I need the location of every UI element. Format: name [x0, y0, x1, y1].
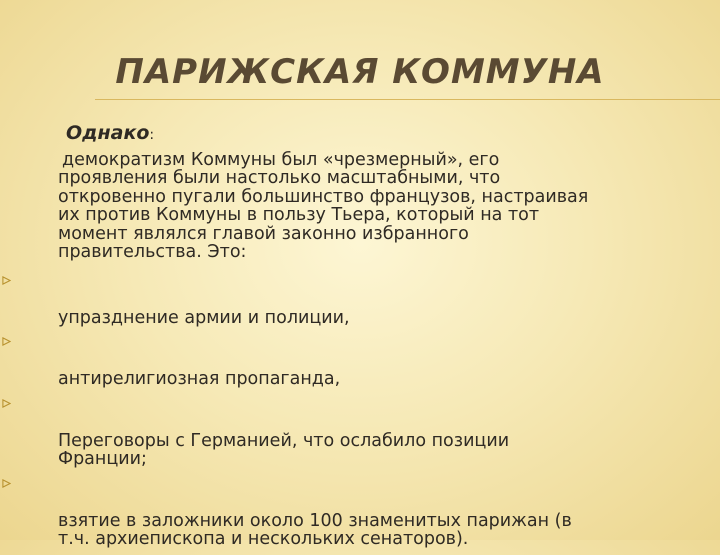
title-underline	[95, 99, 720, 100]
bullet-list	[58, 272, 703, 549]
list-item-text: взятие в заложники около 100 знаменитых парижан (в т.ч. архиепископа и нескольких сенаторов).	[58, 510, 572, 549]
triangle-bullet-icon	[2, 337, 11, 346]
list-item	[58, 395, 703, 469]
list-item	[58, 333, 703, 389]
slide-title: ПАРИЖСКАЯ КОММУНА	[115, 52, 605, 92]
list-item-text: Переговоры с Германией, что ослабило позиции Франции;	[58, 430, 510, 469]
list-item	[58, 475, 703, 549]
lead-colon: :	[149, 127, 155, 143]
triangle-bullet-icon	[2, 276, 11, 285]
intro-paragraph: демократизм Коммуны был «чрезмерный», его проявления были настолько масштабными, что откровенно пугали большинство французов, настраивая их против Коммуны в пользу Тьера, который на тот момент являлся главой законно избранного правительства. Это:	[58, 149, 589, 262]
list-item	[58, 272, 703, 328]
lead-label: Однако	[66, 122, 150, 144]
list-item-text: упразднение армии и полиции,	[58, 307, 350, 328]
list-item-text: антирелигиозная пропаганда,	[58, 369, 341, 389]
triangle-bullet-icon	[2, 399, 11, 408]
triangle-bullet-icon	[2, 479, 11, 488]
slide-body	[58, 124, 703, 555]
lead-line	[66, 124, 703, 145]
